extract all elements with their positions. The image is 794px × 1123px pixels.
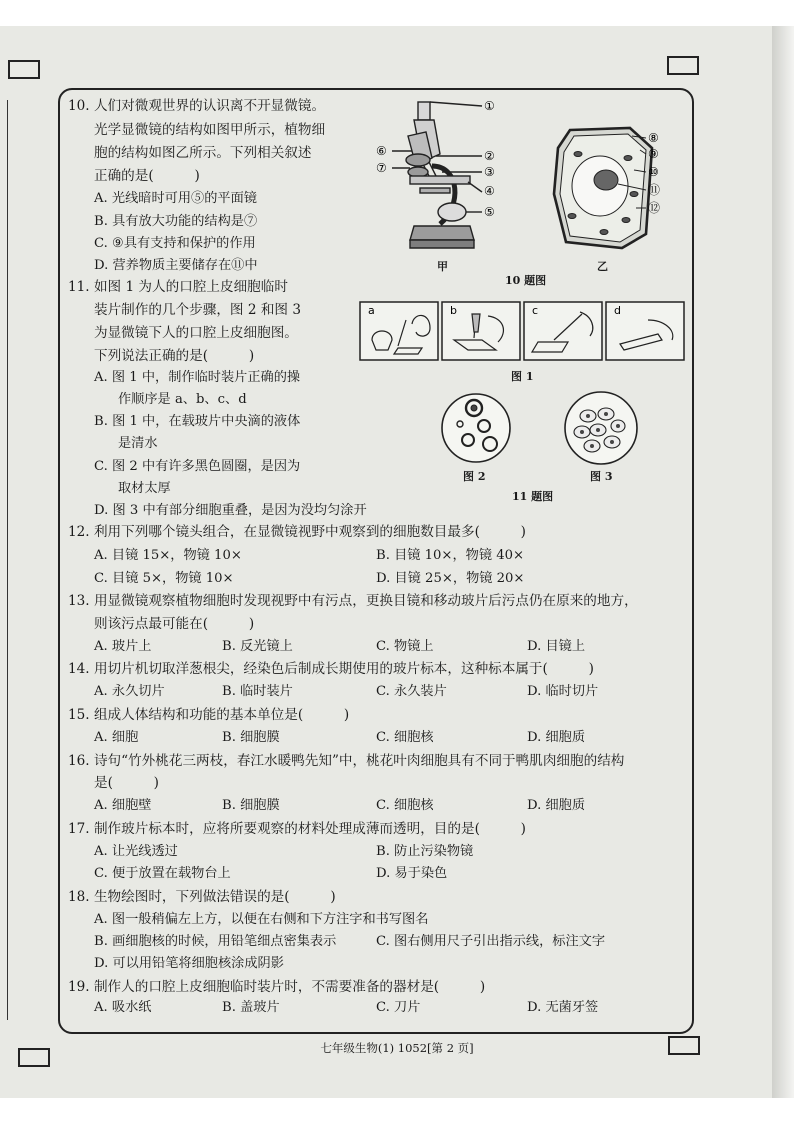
cell-marker-11: ⑪ [648, 183, 661, 197]
micro-marker-1: ① [484, 99, 495, 113]
left-binding-line [7, 100, 8, 1020]
q10-option-c[interactable]: C. ⑨具有支持和保护的作用 [94, 236, 256, 251]
figure-10-caption: 10 题图 [505, 274, 547, 287]
q18-option-a[interactable]: A. 图一般稍偏左上方，以便在右侧和下方注字和书写图名 [94, 912, 429, 927]
micro-marker-2: ② [484, 149, 495, 163]
micro-marker-6: ⑥ [376, 144, 387, 158]
q18-option-c[interactable]: C. 图右侧用尺子引出指示线，标注文字 [376, 934, 606, 949]
q14-option-c[interactable]: C. 永久装片 [376, 684, 447, 699]
q16-option-c[interactable]: C. 细胞核 [376, 798, 434, 813]
q19-stem: 19. 制作人的口腔上皮细胞临时装片时，不需要准备的器材是( ) [68, 979, 486, 995]
micro-marker-5: ⑤ [484, 205, 495, 219]
q11-option-a[interactable]: A. 图 1 中，制作临时装片正确的操 [94, 370, 301, 385]
q16-option-a[interactable]: A. 细胞壁 [94, 798, 152, 813]
figure-3-caption: 图 3 [590, 470, 613, 483]
q16-option-b[interactable]: B. 细胞膜 [222, 798, 280, 813]
q16-stem-cont: 是( ) [94, 775, 159, 791]
q17-option-b[interactable]: B. 防止污染物镜 [376, 844, 474, 859]
q12-option-a[interactable]: A. 目镜 15×，物镜 10× [94, 548, 242, 563]
q10-line-1: 10. 人们对微观世界的认识离不开显微镜。 [68, 98, 326, 114]
q12-option-b[interactable]: B. 目镜 10×，物镜 40× [376, 548, 525, 563]
micro-marker-3: ③ [484, 165, 495, 179]
figure-11-caption: 11 题图 [512, 490, 554, 503]
q16-option-d[interactable]: D. 细胞质 [527, 798, 586, 813]
q15-option-a[interactable]: A. 细胞 [94, 730, 139, 745]
q19-option-d[interactable]: D. 无菌牙签 [527, 1000, 599, 1015]
q19-option-a[interactable]: A. 吸水纸 [94, 1000, 152, 1015]
q15-option-c[interactable]: C. 细胞核 [376, 730, 434, 745]
q13-option-d[interactable]: D. 目镜上 [527, 639, 586, 654]
page-edge [772, 26, 794, 1098]
q15-option-d[interactable]: D. 细胞质 [527, 730, 586, 745]
q13-option-b[interactable]: B. 反光镜上 [222, 639, 293, 654]
q11-option-c[interactable]: C. 图 2 中有许多黑色圆圈，是因为 [94, 459, 301, 474]
cell-marker-9: ⑨ [648, 147, 659, 161]
cell-marker-10: ⑩ [648, 165, 659, 179]
q13-stem-cont: 则该污点最可能在( ) [94, 616, 255, 632]
q10-option-d[interactable]: D. 营养物质主要储存在⑪中 [94, 258, 258, 273]
q14-option-d[interactable]: D. 临时切片 [527, 684, 599, 699]
figure-2-field [436, 390, 516, 466]
q15-stem: 15. 组成人体结构和功能的基本单位是( ) [68, 707, 350, 723]
q12-stem: 12. 利用下列哪个镜头组合，在显微镜视野中观察到的细胞数目最多( ) [68, 524, 526, 540]
q13-stem: 13. 用显微镜观察植物细胞时发现视野中有污点，更换目镜和移动玻片后污点仍在原来的地方， [68, 593, 638, 609]
corner-mark-top-right [667, 56, 699, 75]
q10-line-3: 胞的结构如图乙所示。下列相关叙述 [94, 145, 312, 161]
q11-option-b-cont: 是清水 [118, 436, 158, 451]
q13-option-c[interactable]: C. 物镜上 [376, 639, 434, 654]
q18-option-b[interactable]: B. 画细胞核的时候，用铅笔细点密集表示 [94, 934, 337, 949]
q12-option-d[interactable]: D. 目镜 25×，物镜 20× [376, 571, 525, 586]
step-label-b: b [450, 304, 457, 317]
q17-stem: 17. 制作玻片标本时，应将所要观察的材料处理成薄而透明，目的是( ) [68, 821, 526, 837]
q10-line-4: 正确的是( ) [94, 168, 200, 184]
figure-3-field [560, 388, 642, 468]
label-yi: 乙 [597, 260, 608, 273]
q11-option-c-cont: 取材太厚 [118, 481, 171, 496]
q17-option-c[interactable]: C. 便于放置在载物台上 [94, 866, 231, 881]
q18-option-d[interactable]: D. 可以用铅笔将细胞核涂成阴影 [94, 956, 284, 971]
corner-mark-top-left [8, 60, 40, 79]
q18-stem: 18. 生物绘图时，下列做法错误的是( ) [68, 889, 336, 905]
q17-option-d[interactable]: D. 易于染色 [376, 866, 448, 881]
q12-option-c[interactable]: C. 目镜 5×，物镜 10× [94, 571, 234, 586]
cell-marker-8: ⑧ [648, 131, 659, 145]
page-footer: 七年级生物(1) 1052[第 2 页] [320, 1041, 474, 1055]
q19-option-c[interactable]: C. 刀片 [376, 1000, 421, 1015]
step-label-d: d [614, 304, 621, 317]
q14-option-a[interactable]: A. 永久切片 [94, 684, 165, 699]
q11-line-2: 装片制作的几个步骤，图 2 和图 3 [94, 302, 301, 318]
q14-stem: 14. 用切片机切取洋葱根尖，经染色后制成长期使用的玻片标本，这种标本属于( ) [68, 661, 594, 677]
q16-stem: 16. 诗句“竹外桃花三两枝，春江水暖鸭先知”中，桃花叶肉细胞具有不同于鸭肌肉细胞的结构 [68, 753, 625, 769]
cell-marker-12: ⑫ [648, 201, 661, 215]
plant-cell-figure [548, 124, 668, 252]
q11-line-1: 11. 如图 1 为人的口腔上皮细胞临时 [68, 279, 288, 295]
micro-marker-4: ④ [484, 184, 495, 198]
q13-option-a[interactable]: A. 玻片上 [94, 639, 152, 654]
label-jia: 甲 [437, 260, 448, 273]
q10-option-b[interactable]: B. 具有放大功能的结构是⑦ [94, 214, 258, 229]
micro-marker-7: ⑦ [376, 161, 387, 175]
q11-option-a-cont: 作顺序是 a、b、c、d [118, 392, 247, 407]
step-label-a: a [368, 304, 375, 317]
q14-option-b[interactable]: B. 临时装片 [222, 684, 293, 699]
figure-1-steps [358, 298, 686, 364]
q19-option-b[interactable]: B. 盖玻片 [222, 1000, 280, 1015]
microscope-figure [370, 96, 510, 264]
figure-2-caption: 图 2 [463, 470, 486, 483]
q11-option-d[interactable]: D. 图 3 中有部分细胞重叠，是因为没均匀涂开 [94, 503, 367, 518]
q17-option-a[interactable]: A. 让光线透过 [94, 844, 178, 859]
q11-line-4: 下列说法正确的是( ) [94, 348, 255, 364]
q11-line-3: 为显微镜下人的口腔上皮细胞图。 [94, 325, 298, 341]
q10-option-a[interactable]: A. 光线暗时可用⑤的平面镜 [94, 191, 257, 206]
figure-1-caption: 图 1 [511, 370, 534, 383]
q11-option-b[interactable]: B. 图 1 中，在载玻片中央滴的液体 [94, 414, 301, 429]
step-label-c: c [532, 304, 539, 317]
q15-option-b[interactable]: B. 细胞膜 [222, 730, 280, 745]
q10-line-2: 光学显微镜的结构如图甲所示，植物细 [94, 122, 326, 138]
